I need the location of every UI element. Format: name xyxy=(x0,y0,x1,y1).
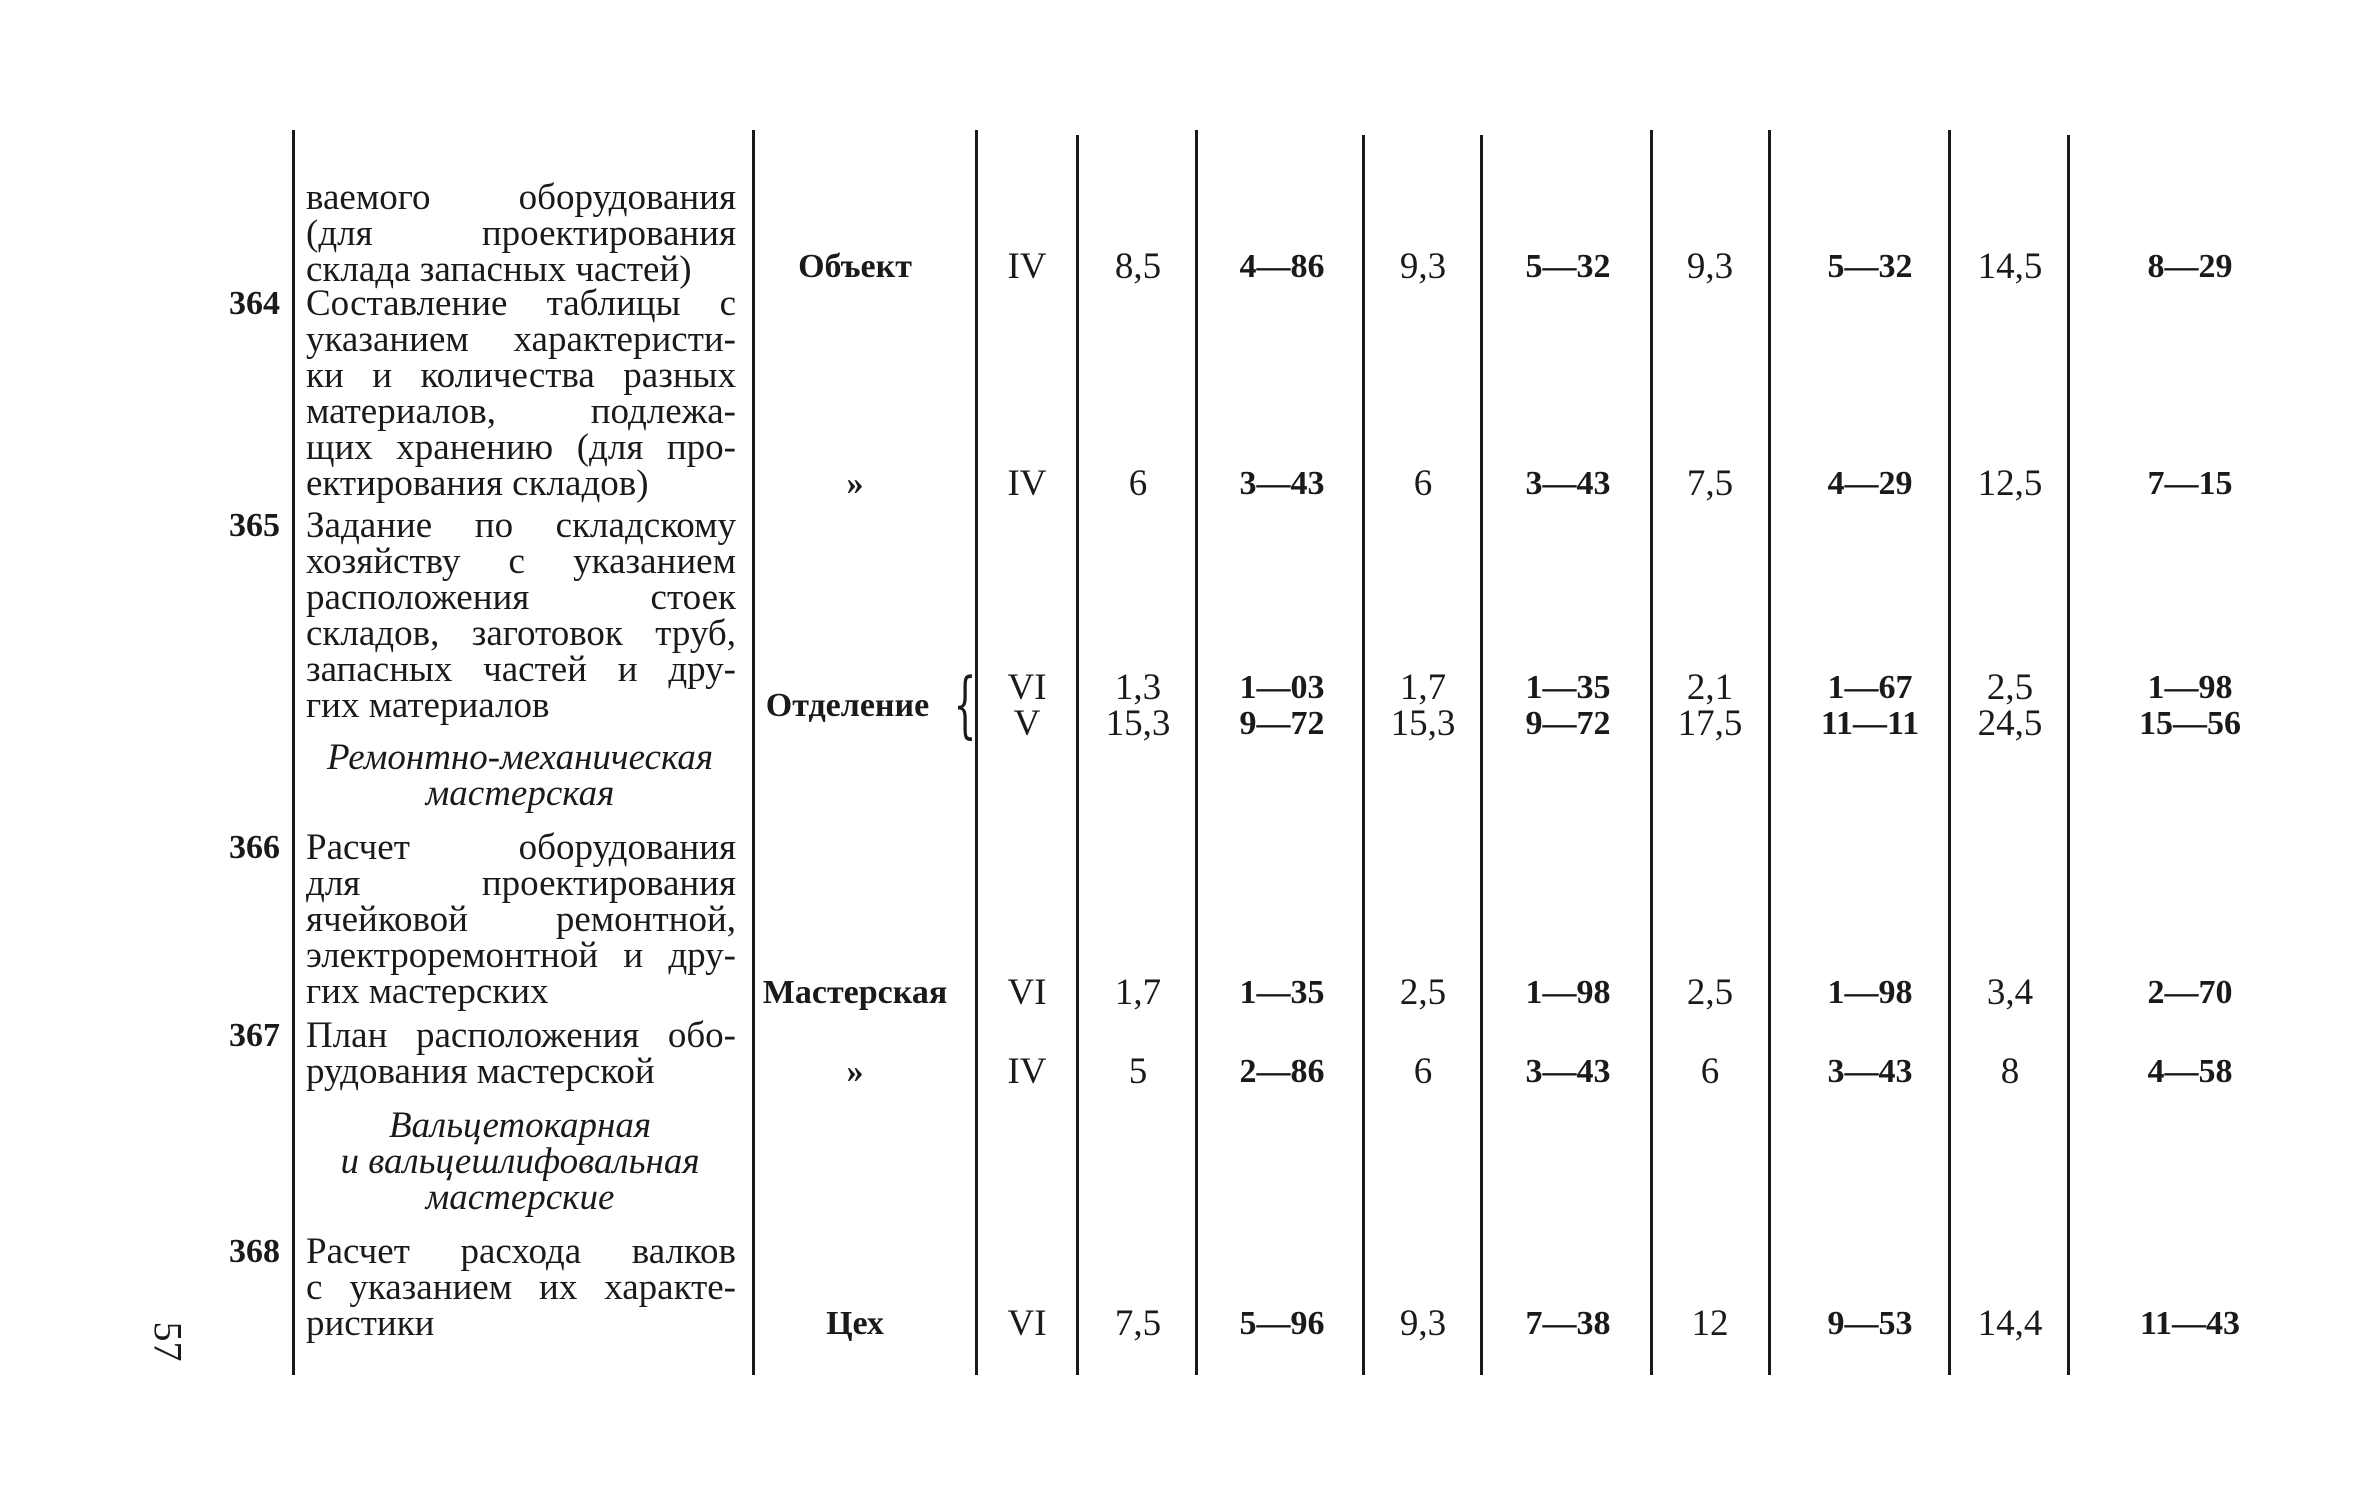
page-number: 57 xyxy=(145,1321,191,1362)
section-line: мастерская xyxy=(425,773,615,814)
value-cell: 8 xyxy=(2000,1051,2020,1092)
rule-c6-right xyxy=(1948,130,1951,1375)
section-line: Вальцетокарная xyxy=(388,1105,652,1146)
unit-cell: Цех xyxy=(826,1305,884,1342)
category-cell: V xyxy=(1013,703,1041,744)
value-cell: 7—38 xyxy=(1525,1305,1611,1342)
value-cell: 3—43 xyxy=(1239,465,1325,502)
row-description xyxy=(306,827,736,1012)
value-cell: 1,7 xyxy=(1399,667,1447,708)
value-cell: 5 xyxy=(1128,1051,1148,1092)
desc-line: рудования мастерской xyxy=(306,1051,655,1092)
desc-line: щих хранению (для про- xyxy=(306,427,736,468)
section-heading xyxy=(300,1105,740,1218)
row-number: 367 xyxy=(229,1017,280,1054)
section-line: Ремонтно-механическая xyxy=(326,737,714,778)
rule-c2-left xyxy=(1195,130,1198,1375)
value-cell: 6 xyxy=(1413,1051,1433,1092)
value-cell: 3,4 xyxy=(1986,972,2034,1013)
desc-line: гих мастерских xyxy=(306,971,549,1012)
value-cell: 1,7 xyxy=(1114,972,1162,1013)
value-cell: 2,5 xyxy=(1686,972,1734,1013)
value-cell: 1—67 xyxy=(1827,669,1913,706)
value-cell: 12,5 xyxy=(1977,463,2043,504)
value-cell: 2—70 xyxy=(2147,974,2233,1011)
unit-cell: » xyxy=(846,465,864,502)
desc-line: запасных частей и дру- xyxy=(306,649,736,690)
category-cell: IV xyxy=(1007,1051,1047,1092)
desc-line: складов, заготовок труб, xyxy=(306,613,736,654)
value-cell: 24,5 xyxy=(1977,703,2043,744)
value-cell: 9—72 xyxy=(1525,705,1611,742)
desc-line: указанием характеристи- xyxy=(306,319,736,360)
brace-icon: { xyxy=(953,662,977,746)
value-cell: 2,5 xyxy=(1986,667,2034,708)
desc-line: План расположения обо- xyxy=(306,1015,736,1056)
value-cell: 1—35 xyxy=(1525,669,1611,706)
value-cell: 9—53 xyxy=(1827,1305,1913,1342)
category-cell: IV xyxy=(1007,246,1047,287)
value-cell: 3—43 xyxy=(1525,465,1611,502)
value-cell: 11—43 xyxy=(2139,1305,2241,1342)
desc-line: для проектирования xyxy=(306,863,736,904)
row-number: 364 xyxy=(229,285,280,322)
value-cell: 9,3 xyxy=(1399,1303,1447,1344)
value-cell: 14,4 xyxy=(1977,1303,2043,1344)
rule-c2-right xyxy=(1362,135,1365,1375)
rule-c6-left xyxy=(1768,130,1771,1375)
value-cell: 6 xyxy=(1128,463,1148,504)
desc-line: ектирования складов) xyxy=(306,463,649,504)
row-description xyxy=(306,177,736,290)
value-cell: 2—86 xyxy=(1239,1053,1325,1090)
value-cell: 4—29 xyxy=(1827,465,1913,502)
section-heading xyxy=(300,737,740,814)
row-description xyxy=(306,1015,736,1092)
value-cell: 7,5 xyxy=(1114,1303,1162,1344)
desc-line: ки и количества разных xyxy=(306,355,736,396)
value-cell: 7,5 xyxy=(1686,463,1734,504)
value-cell: 8,5 xyxy=(1114,246,1162,287)
value-cell: 1—98 xyxy=(2147,669,2233,706)
row-description xyxy=(306,1231,736,1344)
value-cell: 6 xyxy=(1700,1051,1720,1092)
desc-line: электроремонтной и дру- xyxy=(306,935,736,976)
desc-line: материалов, подлежа- xyxy=(306,391,736,432)
unit-cell: Отделение xyxy=(765,687,930,724)
rule-unit-right xyxy=(975,130,978,1375)
rule-c8-left xyxy=(2067,135,2070,1375)
desc-line: ристики xyxy=(306,1303,435,1344)
value-cell: 1—98 xyxy=(1525,974,1611,1011)
desc-line: Задание по складскому xyxy=(306,505,736,546)
value-cell: 14,5 xyxy=(1977,246,2043,287)
value-cell: 9,3 xyxy=(1399,246,1447,287)
desc-line: ваемого оборудования xyxy=(306,177,736,218)
category-cell: VI xyxy=(1007,1303,1047,1344)
desc-line: Расчет оборудования xyxy=(306,827,736,868)
desc-line: гих материалов xyxy=(306,685,550,726)
value-cell: 3—43 xyxy=(1827,1053,1913,1090)
rule-cat-right xyxy=(1076,135,1079,1375)
rule-desc-left xyxy=(292,130,295,1375)
row-description xyxy=(306,283,736,504)
category-cell: VI xyxy=(1007,667,1047,708)
unit-cell: » xyxy=(846,1053,864,1090)
value-cell: 3—43 xyxy=(1525,1053,1611,1090)
desc-line: расположения стоек xyxy=(306,577,736,618)
value-cell: 1,3 xyxy=(1114,667,1162,708)
section-line: мастерские xyxy=(425,1177,615,1218)
desc-line: склада запасных частей) xyxy=(306,249,692,290)
value-cell: 6 xyxy=(1413,463,1433,504)
category-cell: VI xyxy=(1007,972,1047,1013)
desc-line: с указанием их характе- xyxy=(306,1267,736,1308)
category-cell: IV xyxy=(1007,463,1047,504)
value-cell: 11—11 xyxy=(1820,705,1920,742)
desc-line: (для проектирования xyxy=(306,213,736,254)
value-cell: 12 xyxy=(1691,1303,1729,1344)
unit-cell: Мастерская xyxy=(762,974,948,1011)
value-cell: 2,1 xyxy=(1686,667,1734,708)
unit-cell: Объект xyxy=(798,248,912,285)
value-cell: 5—32 xyxy=(1827,248,1913,285)
value-cell: 15—56 xyxy=(2139,705,2241,742)
value-cell: 9,3 xyxy=(1686,246,1734,287)
value-cell: 15,3 xyxy=(1105,703,1171,744)
value-cell: 1—03 xyxy=(1239,669,1325,706)
rule-desc-right xyxy=(752,130,755,1375)
desc-line: Составление таблицы с xyxy=(306,283,736,324)
value-cell: 4—58 xyxy=(2147,1053,2233,1090)
row-number: 365 xyxy=(229,507,280,544)
row-description xyxy=(306,505,736,726)
value-cell: 4—86 xyxy=(1239,248,1325,285)
value-cell: 8—29 xyxy=(2147,248,2233,285)
value-cell: 2,5 xyxy=(1399,972,1447,1013)
value-cell: 7—15 xyxy=(2147,465,2233,502)
row-number: 368 xyxy=(229,1233,280,1270)
value-cell: 5—96 xyxy=(1239,1305,1325,1342)
desc-line: ячейковой ремонтной, xyxy=(306,899,736,940)
rule-c4-right xyxy=(1650,130,1653,1375)
value-cell: 1—98 xyxy=(1827,974,1913,1011)
desc-line: хозяйству с указанием xyxy=(306,541,736,582)
section-line: и вальцешлифовальная xyxy=(340,1141,700,1182)
value-cell: 17,5 xyxy=(1677,703,1743,744)
value-cell: 1—35 xyxy=(1239,974,1325,1011)
rule-c4-left xyxy=(1480,135,1483,1375)
value-cell: 9—72 xyxy=(1239,705,1325,742)
desc-line: Расчет расхода валков xyxy=(306,1231,736,1272)
value-cell: 5—32 xyxy=(1525,248,1611,285)
row-number: 366 xyxy=(229,829,280,866)
value-cell: 15,3 xyxy=(1390,703,1456,744)
